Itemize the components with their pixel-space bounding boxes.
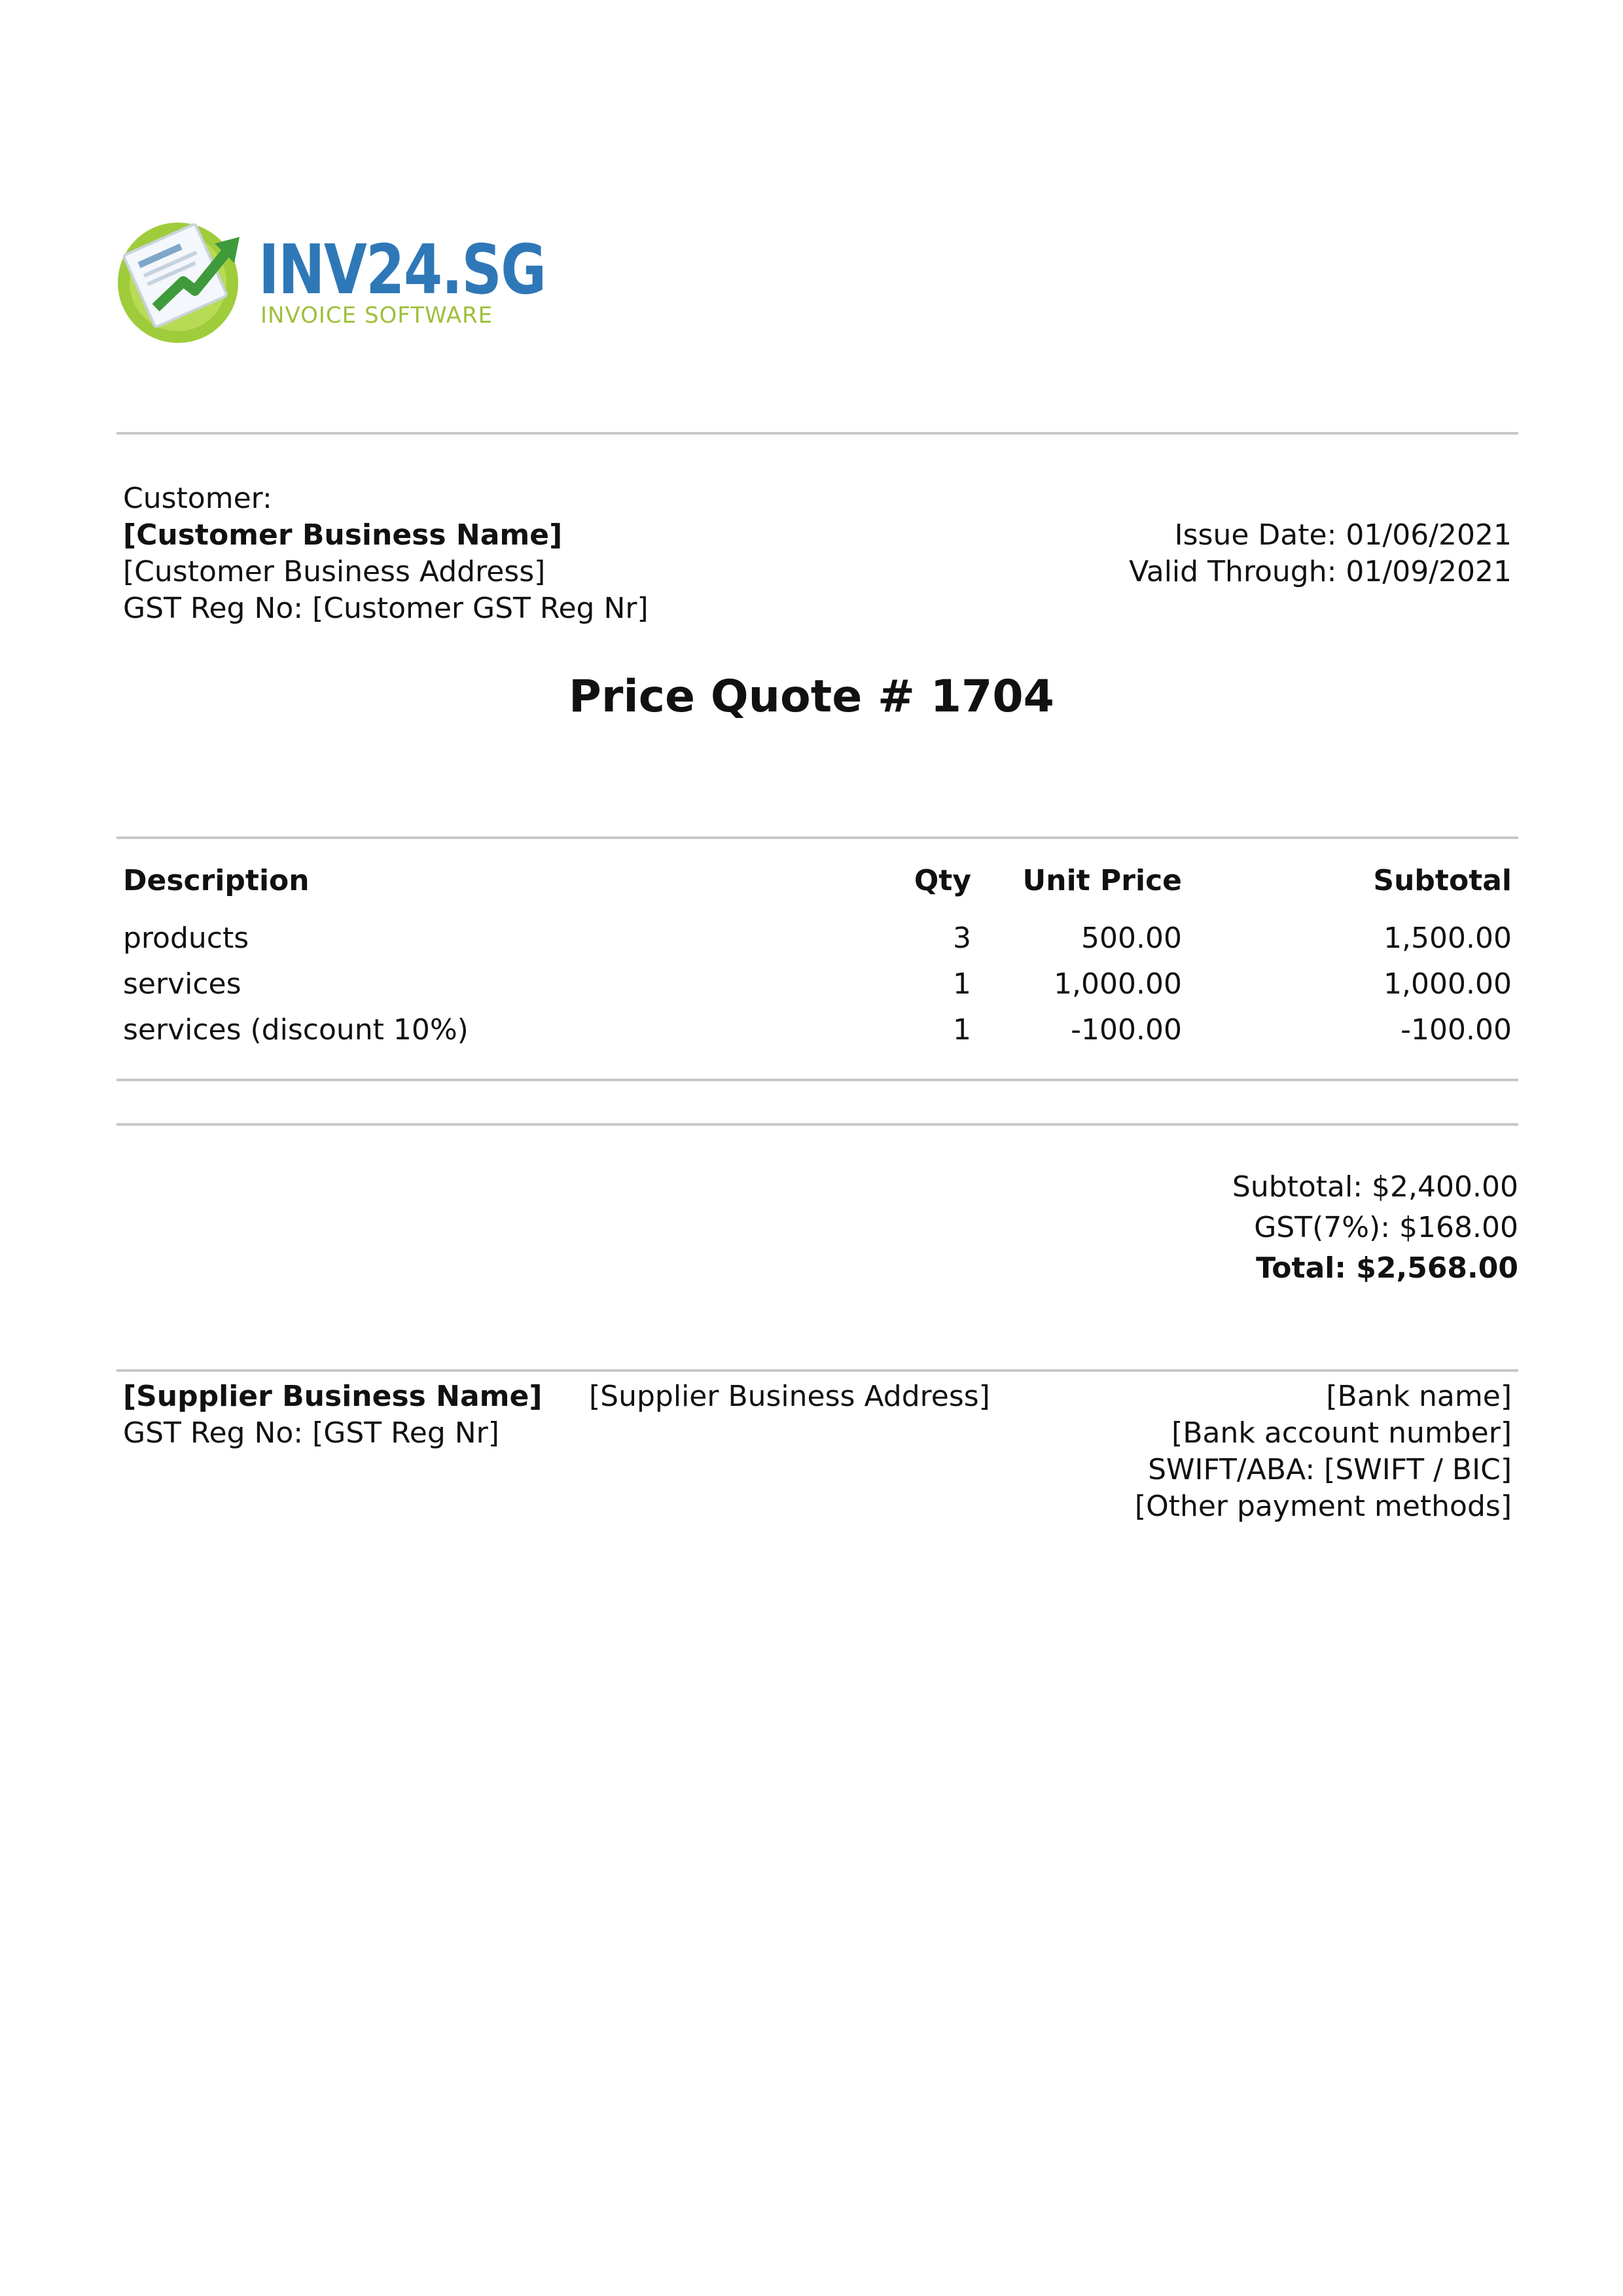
row-unit-price: 1,000.00 <box>1054 967 1182 1001</box>
logo-brand-text: INV24.SG <box>259 230 546 310</box>
logo-emblem-icon <box>118 209 255 347</box>
customer-gst: GST Reg No: [Customer GST Reg Nr] <box>123 592 649 625</box>
header-divider <box>116 432 1518 435</box>
table-row <box>123 1012 1512 1058</box>
page-title: Price Quote # 1704 <box>569 671 1054 723</box>
table-bottom-divider <box>116 1079 1518 1081</box>
supplier-gst: GST Reg No: [GST Reg Nr] <box>123 1416 499 1450</box>
table-row <box>123 920 1512 966</box>
logo-tagline: INVOICE SOFTWARE <box>260 302 493 329</box>
row-description: products <box>123 922 249 955</box>
row-subtotal: 1,000.00 <box>1383 967 1512 1001</box>
table-top-divider <box>116 836 1518 839</box>
payment-swift: SWIFT/ABA: [SWIFT / BIC] <box>1148 1453 1512 1486</box>
payment-other-methods: [Other payment methods] <box>1134 1490 1512 1523</box>
totals-total: Total: $2,568.00 <box>1256 1251 1518 1285</box>
issue-date: Issue Date: 01/06/2021 <box>1174 518 1512 552</box>
payment-bank-name: [Bank name] <box>1326 1380 1512 1413</box>
row-subtotal: 1,500.00 <box>1383 922 1512 955</box>
row-qty: 1 <box>953 967 971 1001</box>
supplier-business-name: [Supplier Business Name] <box>123 1380 543 1413</box>
row-unit-price: -100.00 <box>1071 1013 1182 1047</box>
supplier-address: [Supplier Business Address] <box>589 1380 990 1413</box>
header-description: Description <box>123 864 310 897</box>
payment-account-number: [Bank account number] <box>1171 1416 1512 1450</box>
header-subtotal: Subtotal <box>1373 864 1512 897</box>
company-logo <box>118 209 546 347</box>
table-header-row <box>123 863 1512 920</box>
totals-gst: GST(7%): $168.00 <box>1254 1211 1518 1244</box>
table-row <box>123 966 1512 1012</box>
row-qty: 1 <box>953 1013 971 1047</box>
totals-top-divider <box>116 1123 1518 1126</box>
row-description: services (discount 10%) <box>123 1013 469 1047</box>
header-unit-price: Unit Price <box>1022 864 1182 897</box>
customer-address: [Customer Business Address] <box>123 555 546 588</box>
items-table <box>123 863 1512 1058</box>
row-unit-price: 500.00 <box>1081 922 1182 955</box>
row-subtotal: -100.00 <box>1400 1013 1512 1047</box>
footer-divider <box>116 1369 1518 1372</box>
totals-subtotal: Subtotal: $2,400.00 <box>1232 1170 1518 1204</box>
row-description: services <box>123 967 241 1001</box>
header-qty: Qty <box>914 864 971 897</box>
row-qty: 3 <box>953 922 971 955</box>
customer-label: Customer: <box>123 482 272 515</box>
valid-through-date: Valid Through: 01/09/2021 <box>1129 555 1512 588</box>
customer-business-name: [Customer Business Name] <box>123 518 563 552</box>
